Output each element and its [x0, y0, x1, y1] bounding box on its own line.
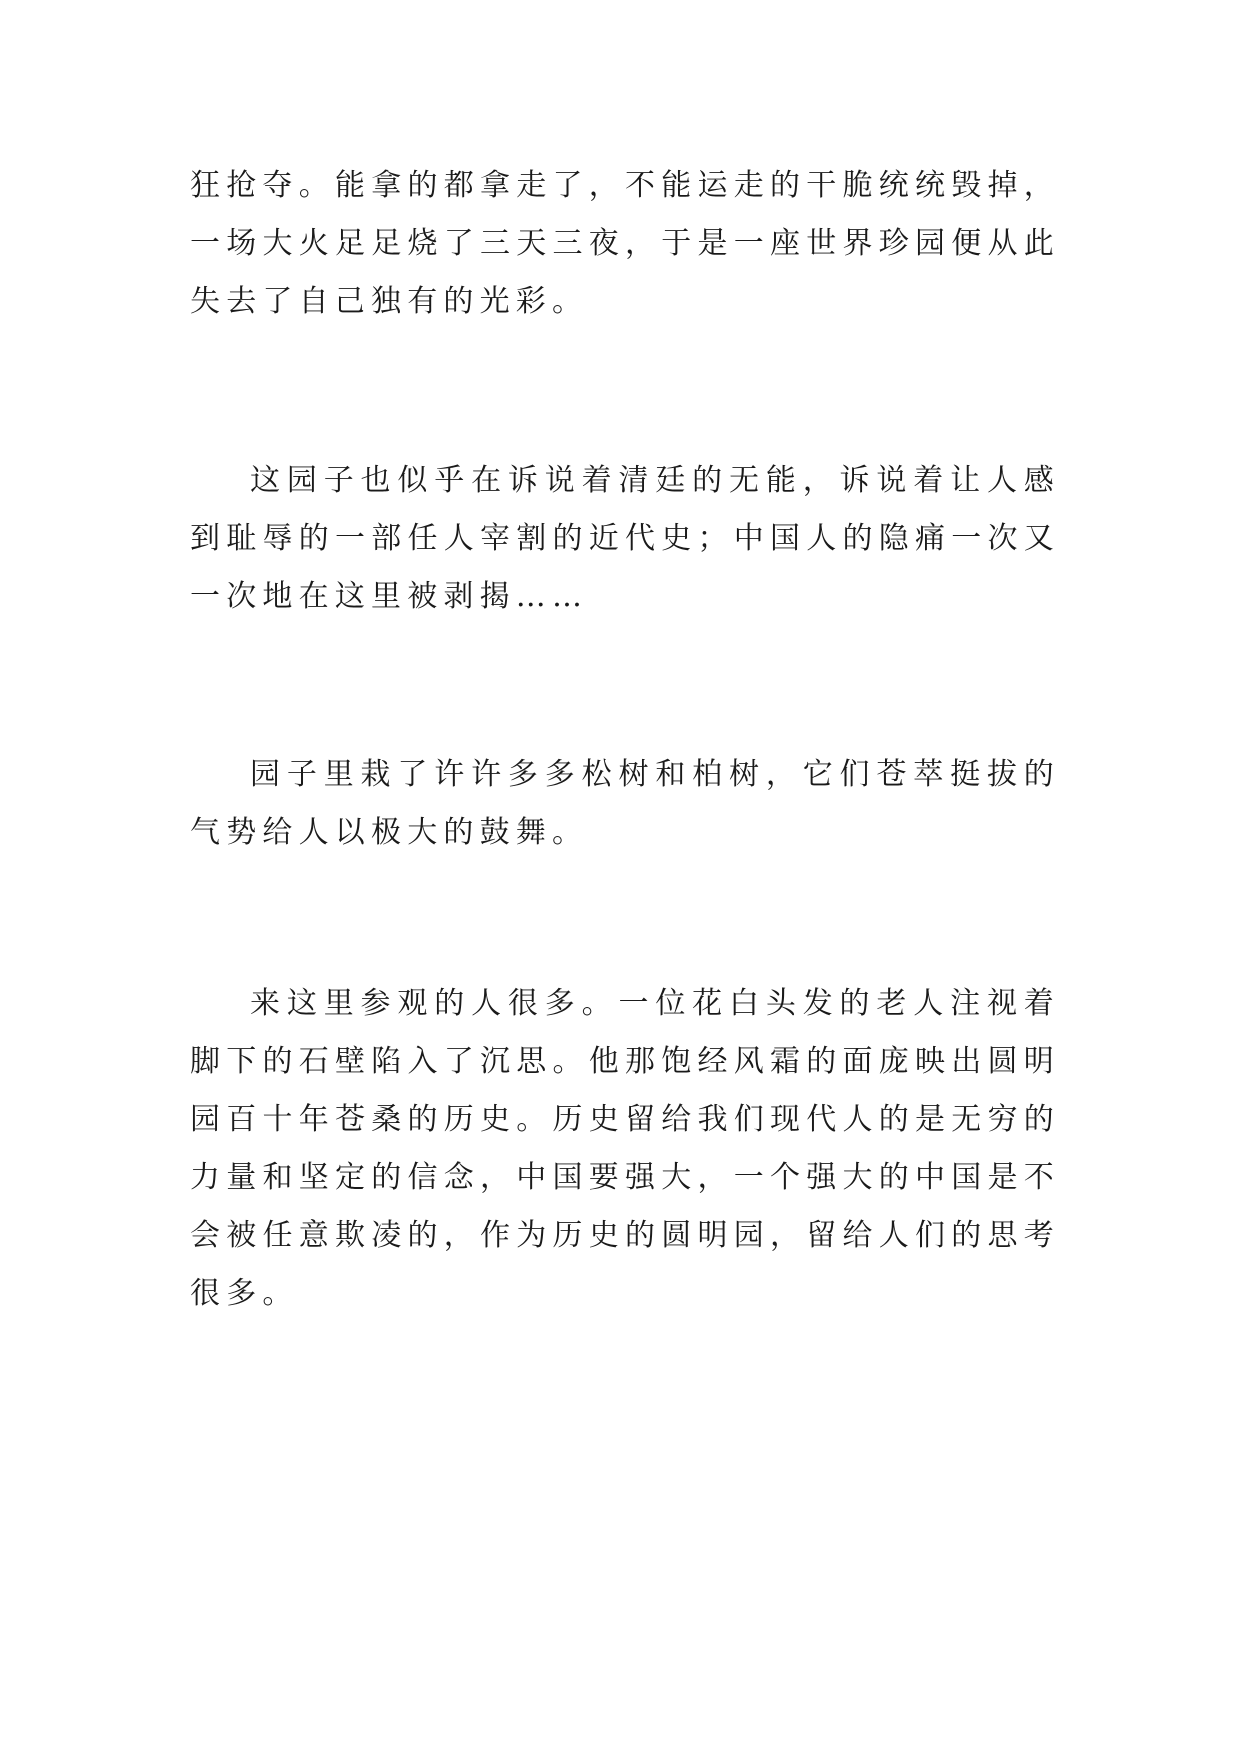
paragraph-pine-trees: 园子里栽了许许多多松树和柏树，它们苍萃挺拔的气势给人以极大的鼓舞。 [190, 757, 1060, 850]
paragraph-continuation: 狂抢夺。能拿的都拿走了，不能运走的干脆统统毁掉，一场大火足足烧了三天三夜，于是一座世界珍园便从此失去了自己独有的光彩。 [190, 168, 1060, 319]
paragraph-qing-dynasty: 这园子也似乎在诉说着清廷的无能，诉说着让人感到耻辱的一部任人宰割的近代史；中国人的隐痛一次又一次地在这里被剥揭…… [190, 463, 1060, 614]
paragraph-visitors: 来这里参观的人很多。一位花白头发的老人注视着脚下的石壁陷入了沉思。他那饱经风霜的面庞映出圆明园百十年苍桑的历史。历史留给我们现代人的是无穷的力量和坚定的信念，中国要强大，一个强大的中国是不会被任意欺凌的，作为历史的圆明园，留给人们的思考很多。 [190, 986, 1060, 1311]
